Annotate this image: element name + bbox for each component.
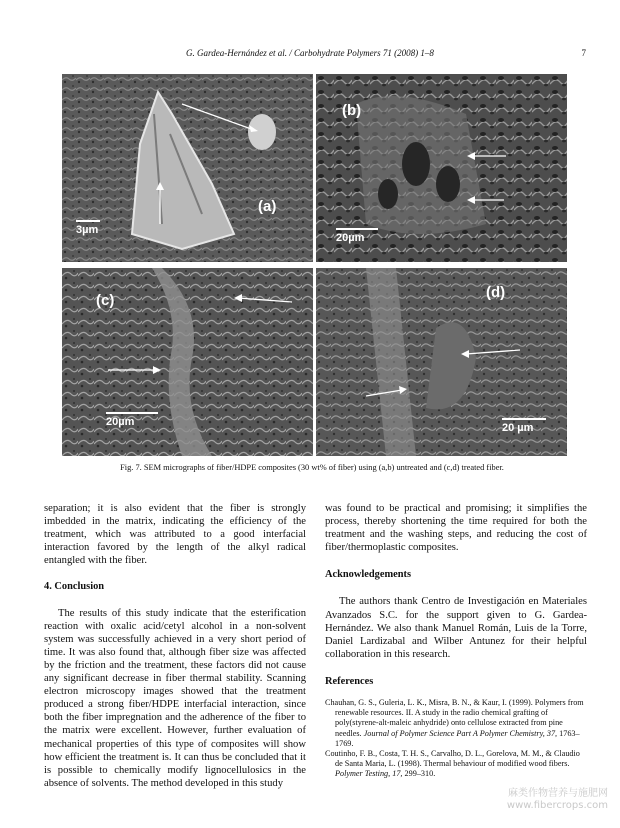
- sem-panel-d: [316, 268, 567, 456]
- figure-caption: Fig. 7. SEM micrographs of fiber/HDPE composites (30 wt% of fiber) using (a,b) untreated and (c,d) treated fiber.: [120, 463, 504, 472]
- reference-item: [325, 698, 587, 749]
- scale-label-b: 20µm: [336, 232, 365, 244]
- reference-pages: 1763–1769.: [335, 728, 580, 748]
- scale-bar-a: [76, 220, 100, 236]
- reference-journal: Polymer Testing, 17,: [335, 769, 403, 779]
- sem-panel-a: [62, 74, 313, 262]
- body-paragraph: The results of this study indicate that the esterification reaction with oxalic acid/cetyl alcohol in a non-solvent system was successfully achieved in a very short period of time. It was also found that, although fiber size was affected by the friction and the treatment, these factors did not cause any significant decrease in fiber thermal stability. Scanning electron microscopy images showed that the treatment produced a strong fiber/HDPE interfacial interaction, since both the fiber impregnation and the adherence of the fiber to the matrix were excellent. However, further evaluation of mechanical properties of this type of composites will show how efficient the treatment is. It can thus be concluded that it is possible to chemically modify lignocellulosics in the absence of solvents. The method developed in this study: [44, 607, 306, 789]
- scale-label-c: 20µm: [106, 416, 135, 428]
- scale-bar-d: [502, 418, 546, 434]
- page-number: 7: [581, 48, 586, 58]
- section-heading-references: References: [325, 675, 374, 687]
- reference-pages: 299–310.: [402, 769, 436, 779]
- panel-label-c: (c): [96, 292, 115, 309]
- left-column: [44, 502, 306, 790]
- reference-item: [325, 749, 587, 780]
- watermark-line-1: 麻类作物营养与施肥网: [508, 788, 608, 799]
- scale-label-a: 3µm: [76, 224, 99, 236]
- watermark-line-2: www.fibercrops.com: [506, 800, 608, 811]
- body-paragraph: was found to be practical and promising; it simplifies the process, thereby shortening the time required for both the treatment and the washing steps, and reducing the cost of fiber/thermoplastic composites.: [325, 503, 587, 554]
- panel-label-b: (b): [342, 102, 362, 119]
- watermark: [507, 788, 608, 812]
- reference-authors: Coutinho, F. B., Costa, T. H. S., Carvalho, D. L., Gorelova, M. M., & Claudio de Santa Maria, L. (1998). Thermal behaviour of modified wood fibers.: [325, 749, 580, 769]
- scale-label-d: 20 µm: [502, 422, 534, 434]
- reference-list: [325, 698, 587, 780]
- section-heading-acknowledgements: Acknowledgements: [325, 569, 412, 581]
- section-heading-conclusion: 4. Conclusion: [44, 581, 105, 593]
- right-column: [325, 502, 587, 780]
- panel-label-d: (d): [486, 284, 506, 301]
- sem-panel-b: [316, 74, 567, 262]
- body-paragraph: separation; it is also evident that the fiber is strongly imbedded in the matrix, indicating the efficiency of the treatment, which was attributed to a good interfacial interaction favored by the length of the alkyl radical entangled with the fiber.: [44, 503, 306, 567]
- scale-bar-b: [336, 228, 378, 244]
- panel-label-a: (a): [258, 198, 277, 215]
- reference-journal: Journal of Polymer Science Part A Polymer Chemistry, 37,: [363, 728, 558, 738]
- running-head: G. Gardea-Hernández et al. / Carbohydrate Polymers 71 (2008) 1–8: [186, 48, 434, 58]
- scale-bar-c: [106, 412, 158, 428]
- body-paragraph: The authors thank Centro de Investigación en Materiales Avanzados S.C. for the support given to G. Gardea-Hernández. We also thank Manuel Román, Luis de la Torre, Daniel Lardizabal and Wilber Antunez for their helpful collaboration in this research.: [325, 596, 587, 660]
- reference-authors: Chauhan, G. S., Guleria, L. K., Misra, B. N., & Kaur, I. (1999). Polymers from renewable resources. II. A study in the radio chemical grafting of poly(styrene-alt-maleic anhydride) onto cellulose extracted from pine needles.: [325, 698, 584, 738]
- sem-panel-c: [62, 268, 313, 456]
